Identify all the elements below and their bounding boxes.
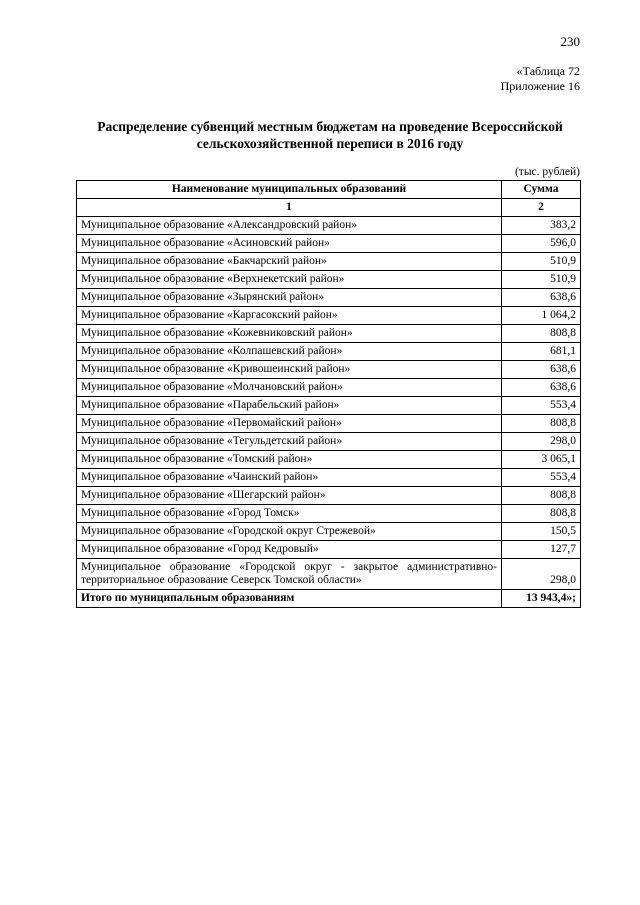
subvention-amount: 681,1 (502, 343, 581, 361)
municipality-name: Муниципальное образование «Город Томск» (77, 505, 502, 523)
table-row (77, 487, 581, 505)
table-row (77, 415, 581, 433)
municipality-name: Муниципальное образование «Томский район» (77, 451, 502, 469)
municipality-name: Муниципальное образование «Парабельский район» (77, 397, 502, 415)
table-row (77, 469, 581, 487)
table-row (77, 343, 581, 361)
municipality-name: Муниципальное образование «Кривошеинский район» (77, 361, 502, 379)
table-row (77, 541, 581, 559)
municipality-name: Муниципальное образование «Бакчарский район» (77, 253, 502, 271)
municipality-name: Муниципальное образование «Тегульдетский район» (77, 433, 502, 451)
page-number: 230 (560, 34, 580, 49)
subventions-table (76, 180, 581, 608)
total-row (77, 590, 581, 608)
title-line-2: сельскохозяйственной переписи в 2016 году (196, 136, 464, 151)
municipality-name: Муниципальное образование «Зырянский район» (77, 289, 502, 307)
appendix-reference-line: Приложение 16 (500, 79, 580, 93)
table-row (77, 505, 581, 523)
municipality-name: Муниципальное образование «Шегарский район» (77, 487, 502, 505)
table-row (77, 271, 581, 289)
municipality-name: Муниципальное образование «Молчановский район» (77, 379, 502, 397)
subvention-amount: 510,9 (502, 253, 581, 271)
total-label: Итого по муниципальным образованиям (77, 590, 502, 608)
column-number-sum: 2 (502, 199, 581, 217)
subvention-amount: 298,0 (502, 433, 581, 451)
subvention-amount: 383,2 (502, 217, 581, 235)
units-note: (тыс. рублей) (514, 166, 580, 178)
subvention-amount: 510,9 (502, 271, 581, 289)
table-row (77, 217, 581, 235)
subvention-amount: 638,6 (502, 289, 581, 307)
header-name: Наименование муниципальных образований (77, 181, 502, 199)
subvention-amount: 150,5 (502, 523, 581, 541)
subvention-amount: 808,8 (502, 487, 581, 505)
municipality-name: Муниципальное образование «Верхнекетский район» (77, 271, 502, 289)
subvention-amount: 638,6 (502, 379, 581, 397)
municipality-name: Муниципальное образование «Кожевниковский район» (77, 325, 502, 343)
municipality-name: Муниципальное образование «Городской округ Стрежевой» (77, 523, 502, 541)
table-reference: «Таблица 72 (516, 64, 580, 78)
subvention-amount: 3 065,1 (502, 451, 581, 469)
subvention-amount: 553,4 (502, 469, 581, 487)
table-row (77, 523, 581, 541)
municipality-name: Муниципальное образование «Город Кедровый» (77, 541, 502, 559)
table-row (77, 397, 581, 415)
header-row (77, 181, 581, 199)
column-number-name: 1 (77, 199, 502, 217)
table-row (77, 379, 581, 397)
column-number-row (77, 199, 581, 217)
municipality-name: Муниципальное образование «Александровский район» (77, 217, 502, 235)
table-row (77, 235, 581, 253)
subvention-amount: 1 064,2 (502, 307, 581, 325)
table-row (77, 361, 581, 379)
table-row (77, 559, 581, 590)
municipality-name: Муниципальное образование «Асиновский район» (77, 235, 502, 253)
table-row (77, 289, 581, 307)
subvention-amount: 127,7 (502, 541, 581, 559)
municipality-name: Муниципальное образование «Городской округ - закрытое административно-территориальное образование Северск Томской области» (77, 559, 502, 590)
total-amount: 13 943,4»; (502, 590, 581, 608)
municipality-name: Муниципальное образование «Первомайский район» (77, 415, 502, 433)
subvention-amount: 298,0 (502, 559, 581, 590)
municipality-name: Муниципальное образование «Колпашевский район» (77, 343, 502, 361)
subvention-amount: 553,4 (502, 397, 581, 415)
table-row (77, 451, 581, 469)
subvention-amount: 808,8 (502, 505, 581, 523)
subvention-amount: 808,8 (502, 415, 581, 433)
appendix-reference (501, 64, 580, 94)
municipality-name: Муниципальное образование «Каргасокский район» (77, 307, 502, 325)
table-row (77, 253, 581, 271)
document-title (76, 118, 584, 152)
subvention-amount: 808,8 (502, 325, 581, 343)
table-body (77, 199, 581, 608)
municipality-name: Муниципальное образование «Чаинский район» (77, 469, 502, 487)
table-row (77, 307, 581, 325)
subvention-amount: 638,6 (502, 361, 581, 379)
title-line-1: Распределение субвенций местным бюджетам на проведение Всероссийской (97, 119, 563, 134)
table-row (77, 325, 581, 343)
header-sum: Сумма (502, 181, 581, 199)
subvention-amount: 596,0 (502, 235, 581, 253)
table-row (77, 433, 581, 451)
